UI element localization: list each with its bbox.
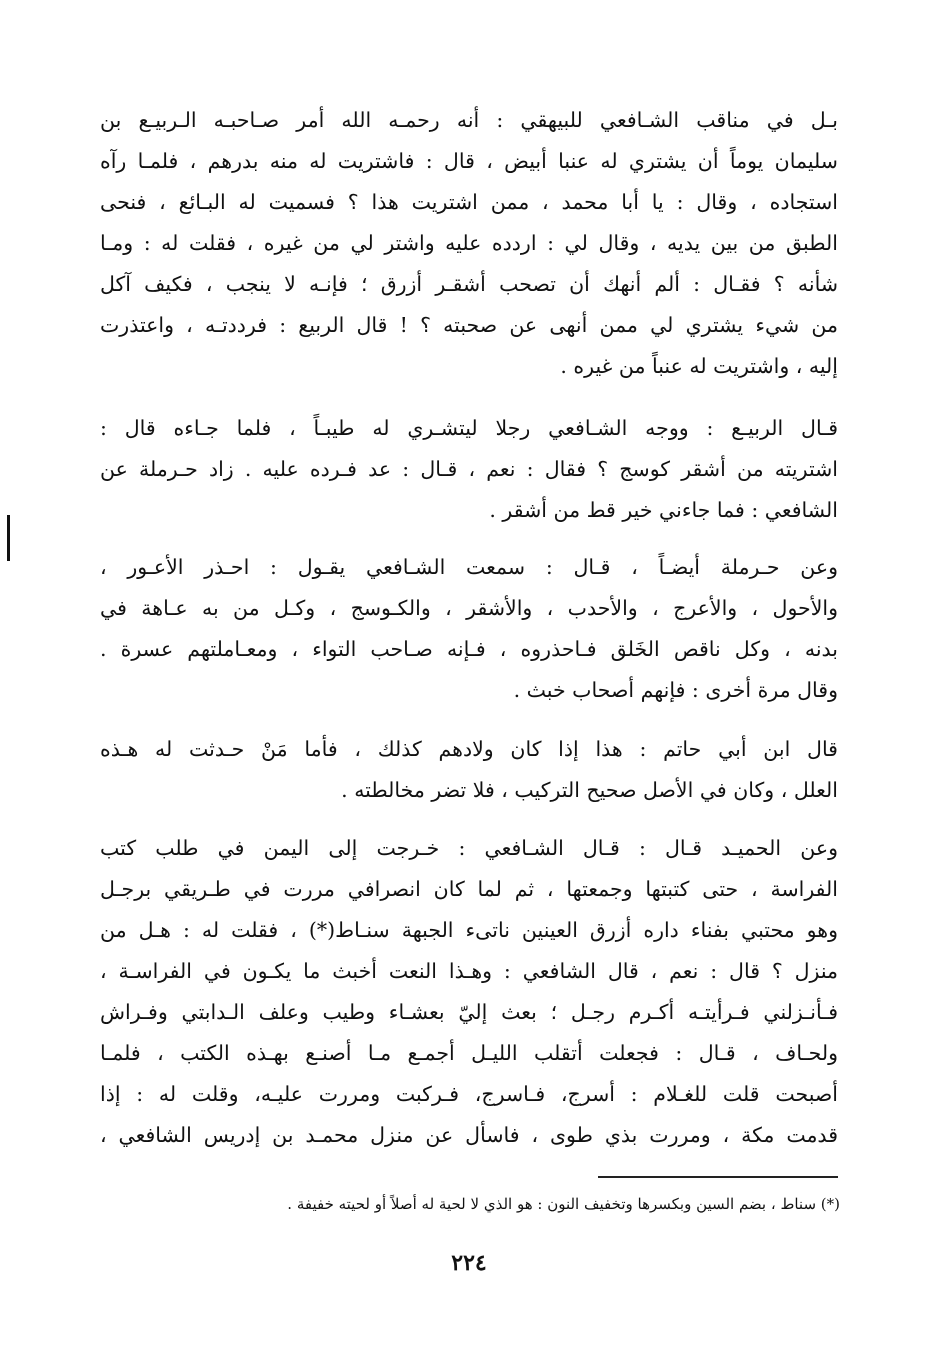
text-line: اشتريته من أشقر كوسج ؟ فقال : نعم ، قـال : عد فـرده عليه . زاد حـرملة عن xyxy=(100,457,838,481)
paragraph-2 xyxy=(100,408,838,531)
paragraph-3 xyxy=(100,547,838,711)
text-line: والأحول ، والأعرج ، والأحدب ، والأشقر ، والكـوسج ، وكـل من به عـاهة في xyxy=(100,596,838,620)
footnote: (*) سناط ، بضم السين وبكسرها وتخفيف النون : هو الذي لا لحية له أصلاً أو لحيته خفيفة . xyxy=(287,1195,840,1213)
text-line: وقال مرة أخرى : فإنهم أصحاب خبث . xyxy=(513,678,838,702)
text-line: بدنه ، وكل ناقص الخَلق فـاحذروه ، فـإنه صـاحب التواء ، ومعـاملتهم عسرة . xyxy=(100,637,838,661)
text-line: قال ابن أبي حاتم : هذا إذا كان ولادهم كذلك ، فأما مَنْ حـدثت له هـذه xyxy=(100,737,838,761)
paragraph-1 xyxy=(100,100,838,387)
text-line: فـأنـزلني فـرأيتـه أكـرم رجـل ؛ بعث إليّ بعشـاء وطيب وعلف الـدابتي وفـراش xyxy=(100,1000,838,1024)
text-line: الشافعي : فما جاءني خير قط من أشقر . xyxy=(489,498,838,522)
text-line: استجاده ، وقال : يا أبا محمد ، ممن اشتريت هذا ؟ فسميت له البـائع ، فنحى xyxy=(100,190,838,214)
footnote-separator xyxy=(598,1176,838,1178)
page-number: ٢٢٤ xyxy=(451,1250,487,1276)
text-line: العلل ، وكان في الأصل صحيح التركيب ، فلا تضر مخالطته . xyxy=(341,778,838,802)
paragraph-4 xyxy=(100,729,838,811)
margin-mark xyxy=(7,515,10,561)
text-line: بـل في مناقب الشـافعي للبيهقي : أنه رحمـه الله أمر صـاحبـه الـربيـع بن xyxy=(100,108,838,132)
text-line: أصبحت قلت للغـلام : أسرج، فـاسرج، فـركبت ومررت عليـه، وقلت له : إذا xyxy=(100,1082,838,1106)
text-line: الفراسة ، حتى كتبتها وجمعتها ، ثم لما كان انصرافي مررت في طـريقي برجـل xyxy=(100,877,838,901)
text-line: الطبق من بين يديه ، وقال لي : اردده عليه واشتر لي من غيره ، فقلت له : ومـا xyxy=(100,231,838,255)
text-line: ولحـاف ، قـال : فجعلت أتقلب الليـل أجمـع مـا أصنـع بهـذه الكتب ، فلمـا xyxy=(100,1041,838,1065)
text-line: قـال الربيـع : ووجه الشـافعي رجلا ليتشـري له طيبـاً ، فلما جـاءه قال : xyxy=(100,416,838,440)
text-line: شأنه ؟ فقـال : ألم أنهك أن تصحب أشقـر أزرق ؛ فإنـه لا ينجب ، فكيف آكل xyxy=(100,272,838,296)
text-line: وهو محتبي بفناء داره أزرق العينين ناتىء الجبهة سنـاط(*) ، فقلت له : هـل من xyxy=(100,918,838,942)
text-line: وعن الحميـد قـال : قـال الشـافعي : خـرجت إلى اليمن في طلب كتب xyxy=(100,836,838,860)
text-line: قدمت مكة ، ومررت بذي طوى ، فاسأل عن منزل محمـد بن إدريس الشافعي ، xyxy=(100,1123,838,1147)
text-line: إليه ، واشتريت له عنباً من غيره . xyxy=(560,354,838,378)
text-line: منزل ؟ قال : نعم ، قال الشافعي : وهـذا النعت أخبث ما يكـون في الفراسـة ، xyxy=(100,959,838,983)
text-line: وعن حـرملة أيضـاً ، قـال : سمعت الشـافعي يقـول : احـذر الأعـور ، xyxy=(100,555,838,579)
text-line: من شيء يشتري لي ممن أنهى عن صحبته ؟ ! قال الربيع : فرددتـه ، واعتذرت xyxy=(100,313,838,337)
paragraph-5 xyxy=(100,828,838,1156)
text-line: سليمان يوماً أن يشتري له عنبا أبيض ، قال : فاشتريت له منه بدرهم ، فلمـا رآه xyxy=(100,149,838,173)
